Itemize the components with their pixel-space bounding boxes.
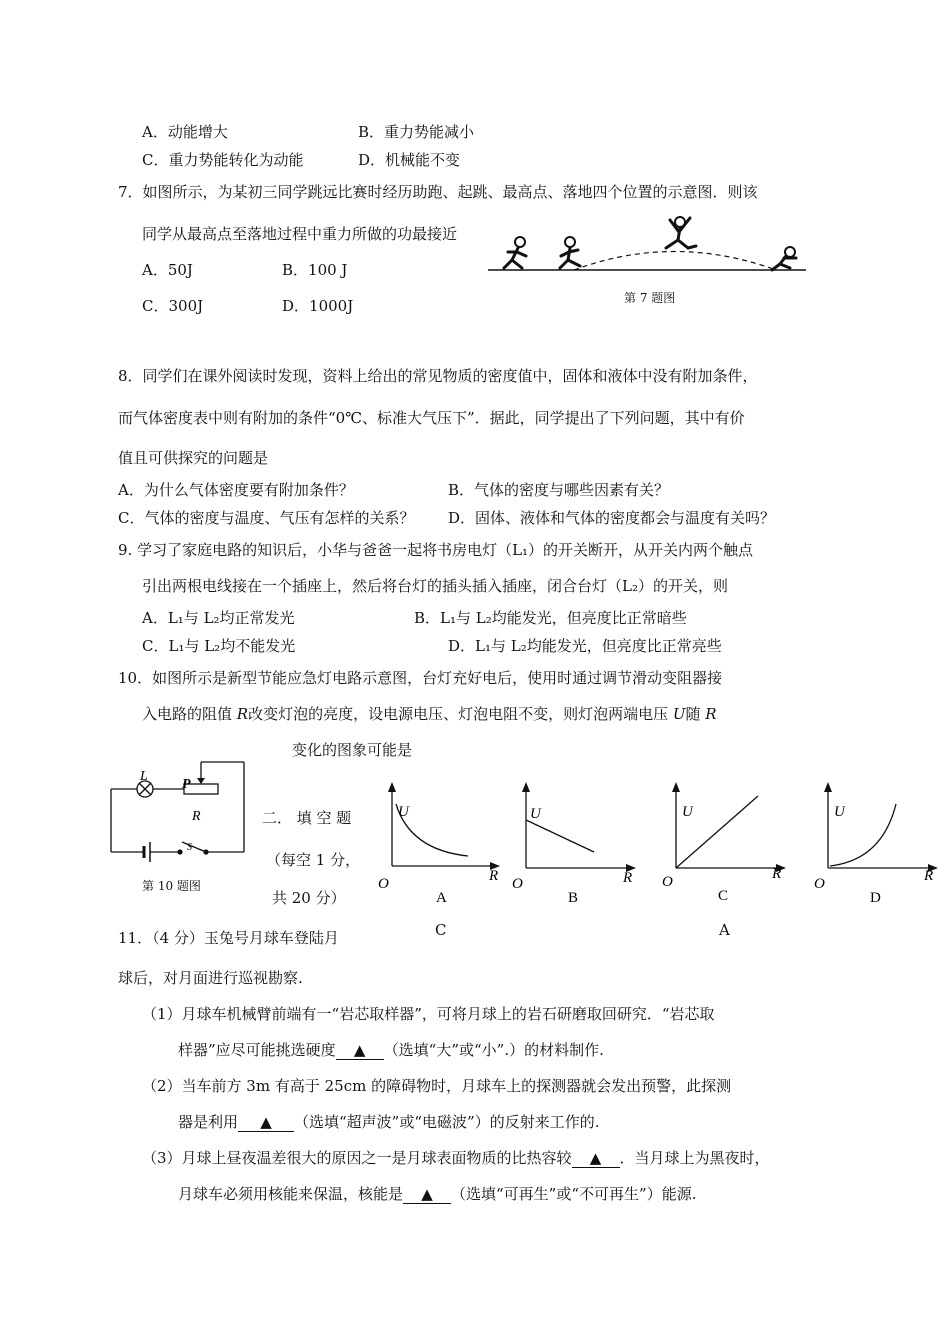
q6-option-c: C．重力势能转化为动能 (142, 151, 304, 169)
q8-option-b: B．气体的密度与哪些因素有关？ (448, 481, 670, 499)
graph-d-label: D (870, 890, 881, 906)
landing-figure (772, 247, 796, 270)
q10-var-r2: R (705, 705, 717, 723)
q8-option-d: D．固体、液体和气体的密度都会与温度有关吗？ (448, 509, 776, 527)
section2-note-line1: （每空 1 分， (266, 851, 361, 869)
q6-option-d: D．机械能不变 (358, 151, 461, 169)
q10-stem-line3: 变化的图象可能是 (292, 741, 413, 759)
q9-option-a: A．L₁与 L₂均正常发光 (142, 609, 295, 627)
graph-d (812, 780, 942, 910)
q11-stem-line2: 球后，对月面进行巡视勘察. (118, 969, 303, 987)
q8-stem-line1: 8．同学们在课外阅读时发现，资料上给出的常见物质的密度值中，固体和液体中没有附加条件， (118, 367, 758, 385)
q11-part1-blank[interactable]: ▲ (336, 1041, 384, 1060)
q10-figure-caption: 第 10 题图 (142, 879, 201, 893)
q10-stem-line2 (142, 704, 717, 724)
q10-stem-line1: 10．如图所示是新型节能应急灯电路示意图，台灯充好电后，使用时通过调节滑动变阻器接 (118, 669, 723, 687)
q11-part2-line1: （2）当车前方 3m 有高于 25cm 的障碍物时，月球车上的探测器就会发出预警，此探测 (142, 1077, 732, 1095)
graph-b-xlabel: R (623, 870, 633, 886)
q6-option-b: B．重力势能减小 (358, 123, 475, 141)
graph-a-label: A (436, 890, 447, 906)
q8-option-c: C．气体的密度与温度、气压有怎样的关系？ (118, 509, 415, 527)
graph-c (660, 780, 790, 910)
q11-part3-text2-post: （选填“可再生”或“不可再生”）能源. (451, 1185, 697, 1203)
q11-part3-blank-a[interactable]: ▲ (572, 1149, 620, 1168)
q6-option-a: A．动能增大 (142, 123, 228, 141)
q7-figure-caption: 第 7 题图 (624, 291, 676, 305)
q11-part3-text-pre: （3）月球上昼夜温差很大的原因之一是月球表面物质的比热容较 (142, 1149, 572, 1167)
graph-c-label: C (718, 888, 729, 904)
q8-stem-line3: 值且可供探究的问题是 (118, 449, 269, 467)
graph-c-origin: O (662, 874, 673, 890)
q11-part1-text-pre: 样器”应尽可能挑选硬度 (178, 1041, 336, 1059)
graph-c-xlabel: R (772, 866, 782, 882)
q7-option-a: A．50J (142, 261, 193, 279)
q10-text-c: 随 (685, 705, 706, 723)
q11-part3-text2-pre: 月球车必须用核能来保温，核能是 (178, 1185, 404, 1203)
q11-part2-blank[interactable]: ▲ (238, 1113, 294, 1132)
graph-a (376, 780, 500, 910)
q11-part2-text-pre: 器是利用 (178, 1113, 239, 1131)
slider-arrow (197, 778, 205, 784)
q11-stem-line1: 11．（4 分）玉兔号月球车登陆月 (118, 929, 339, 947)
runner-figure-2 (560, 237, 580, 268)
graph-a-ylabel: U (398, 804, 409, 820)
q11-part3-text-post: ．当月球上为黑夜时， (619, 1149, 770, 1167)
q7-stem-line2: 同学从最高点至落地过程中重力所做的功最接近 (142, 225, 458, 243)
q10-var-u: U (672, 705, 686, 723)
resistor-label: R (192, 809, 201, 824)
q10-answer-left: C (435, 921, 447, 939)
q9-option-c: C．L₁与 L₂均不能发光 (142, 637, 296, 655)
lamp-label: L (140, 769, 148, 784)
q11-part2-line2 (178, 1112, 599, 1132)
q11-part3-line1 (142, 1148, 770, 1168)
q10-text-b: 改变灯泡的亮度，设电源电压、灯泡电阻不变，则灯泡两端电压 (248, 705, 673, 723)
runner-figure-1 (504, 237, 526, 268)
graph-d-xlabel: R (924, 868, 934, 884)
q9-option-b: B．L₁与 L₂均能发光，但亮度比正常暗些 (414, 609, 687, 627)
q11-part1-text-post: （选填“大”或“小”.）的材料制作. (383, 1041, 604, 1059)
graph-b-label: B (568, 890, 579, 906)
q10-var-r: R (236, 705, 249, 723)
section2-note-line2: 共 20 分） (272, 889, 346, 907)
graph-b (510, 780, 638, 910)
graph-d-origin: O (814, 876, 825, 892)
jumper-peak-figure (666, 217, 696, 248)
graph-b-ylabel: U (530, 806, 541, 822)
long-jump-figure (484, 208, 820, 278)
q8-stem-line2: 而气体密度表中则有附加的条件“0℃、标准大气压下”．据此，同学提出了下列问题，其中有价 (118, 409, 745, 427)
q11-part3-line2 (178, 1184, 696, 1204)
graph-d-ylabel: U (834, 804, 845, 820)
q10-answer-right: A (719, 921, 730, 939)
switch-label: S (187, 842, 192, 853)
graph-a-xlabel: R (489, 868, 499, 884)
graph-c-ylabel: U (682, 804, 693, 820)
circuit-diagram (104, 756, 254, 866)
q9-stem-line1: 9. 学习了家庭电路的知识后，小华与爸爸一起将书房电灯（L₁）的开关断开，从开关内两个触点 (118, 541, 754, 559)
q7-option-c: C．300J (142, 297, 204, 315)
slider-label: P (182, 777, 191, 792)
q8-option-a: A．为什么气体密度要有附加条件？ (118, 481, 354, 499)
q7-option-d: D．1000J (282, 297, 354, 315)
graph-b-origin: O (512, 876, 523, 892)
q11-part2-text-post: （选填“超声波”或“电磁波”）的反射来工作的. (294, 1113, 600, 1131)
q9-stem-line2: 引出两根电线接在一个插座上，然后将台灯的插头插入插座，闭合台灯（L₂）的开关，则 (142, 577, 728, 595)
q11-part1-line2 (178, 1040, 604, 1060)
q7-stem-line1: 7．如图所示，为某初三同学跳远比赛时经历助跑、起跳、最高点、落地四个位置的示意图．则该 (118, 183, 758, 201)
q9-option-d: D．L₁与 L₂均能发光，但亮度比正常亮些 (448, 637, 722, 655)
q10-text-a: 入电路的阻值 (142, 705, 237, 723)
q11-part3-blank-b[interactable]: ▲ (403, 1185, 451, 1204)
q11-part1-line1: （1）月球车机械臂前端有一“岩芯取样器”，可将月球上的岩石研磨取回研究．“岩芯取 (142, 1005, 715, 1023)
section2-title: 二． 填 空 题 (262, 809, 352, 827)
q7-option-b: B．100 J (282, 261, 348, 279)
graph-a-origin: O (378, 876, 389, 892)
graph-b-line (526, 820, 594, 852)
